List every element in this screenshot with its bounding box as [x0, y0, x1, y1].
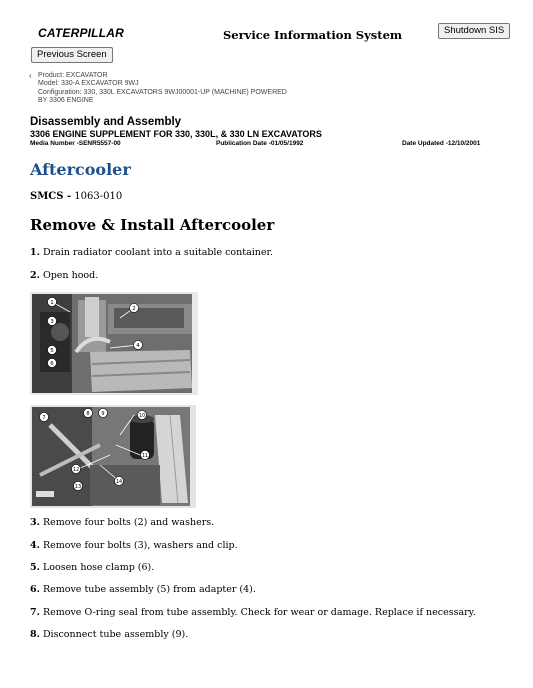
configuration-line-cont: BY 3306 ENGINE [38, 96, 94, 104]
page-title: Service Information System [223, 28, 403, 42]
smcs-value: 1063-010 [71, 191, 123, 202]
shutdown-button[interactable]: Shutdown SIS [438, 23, 510, 39]
step-3: 3. Remove four bolts (2) and washers. [30, 517, 215, 528]
photo2-callout-11: 11 [141, 453, 149, 459]
photo1-callout-6: 6 [50, 361, 54, 367]
photo1-callout-2: 2 [132, 306, 136, 312]
photo2-callout-12: 12 [72, 467, 80, 473]
smcs-code [30, 191, 122, 202]
section-title: Disassembly and Assembly [30, 116, 182, 128]
aftercooler-photo-2 [30, 405, 196, 508]
photo1-callout-4: 4 [136, 343, 140, 349]
product-line: Product: EXCAVATOR [38, 72, 108, 79]
doc-heading: Aftercooler [30, 160, 131, 179]
photo1-callout-1: 1 [50, 300, 54, 306]
publication-date: Publication Date -01/05/1992 [216, 140, 304, 147]
step-2: 2. Open hood. [30, 270, 99, 281]
caterpillar-logo: CATERPILLAR [38, 26, 124, 40]
media-number: Media Number -SENR5557-00 [30, 140, 121, 147]
step-5: 5. Loosen hose clamp (6). [30, 562, 155, 573]
configuration-line: Configuration: 330, 330L EXCAVATORS 9WJ00001-UP (MACHINE) POWERED [38, 88, 287, 96]
procedure-heading: Remove & Install Aftercooler [30, 216, 275, 234]
step-6: 6. Remove tube assembly (5) from adapter (4). [30, 584, 256, 595]
product-info [29, 71, 287, 105]
photo2-callout-14: 14 [115, 479, 123, 485]
photo1-callout-3: 3 [50, 319, 54, 325]
photo2-callout-13: 13 [74, 484, 82, 490]
step-4: 4. Remove four bolts (3), washers and clip. [30, 540, 238, 551]
photo2-callout-9: 9 [101, 411, 105, 417]
section-subtitle: 3306 ENGINE SUPPLEMENT FOR 330, 330L, & 330 LN EXCAVATORS [30, 129, 322, 139]
photo2-callout-10: 10 [138, 413, 146, 419]
aftercooler-photo-1 [30, 292, 198, 395]
photo2-callout-8: 8 [86, 411, 90, 417]
step-1: 1. Drain radiator coolant into a suitable container. [30, 247, 274, 258]
smcs-label: SMCS - [30, 191, 72, 202]
date-updated: Date Updated -12/10/2001 [402, 140, 481, 147]
step-8: 8. Disconnect tube assembly (9). [30, 629, 189, 640]
step-7: 7. Remove O-ring seal from tube assembly. Check for wear or damage. Replace if necessary. [30, 607, 476, 618]
previous-screen-button[interactable]: Previous Screen [31, 47, 113, 63]
model-line: Model: 330-A EXCAVATOR 9WJ [38, 80, 139, 88]
back-chevron-icon[interactable]: ‹ [29, 71, 32, 80]
photo1-callout-5: 5 [50, 348, 54, 354]
photo2-callout-7: 7 [42, 415, 46, 421]
